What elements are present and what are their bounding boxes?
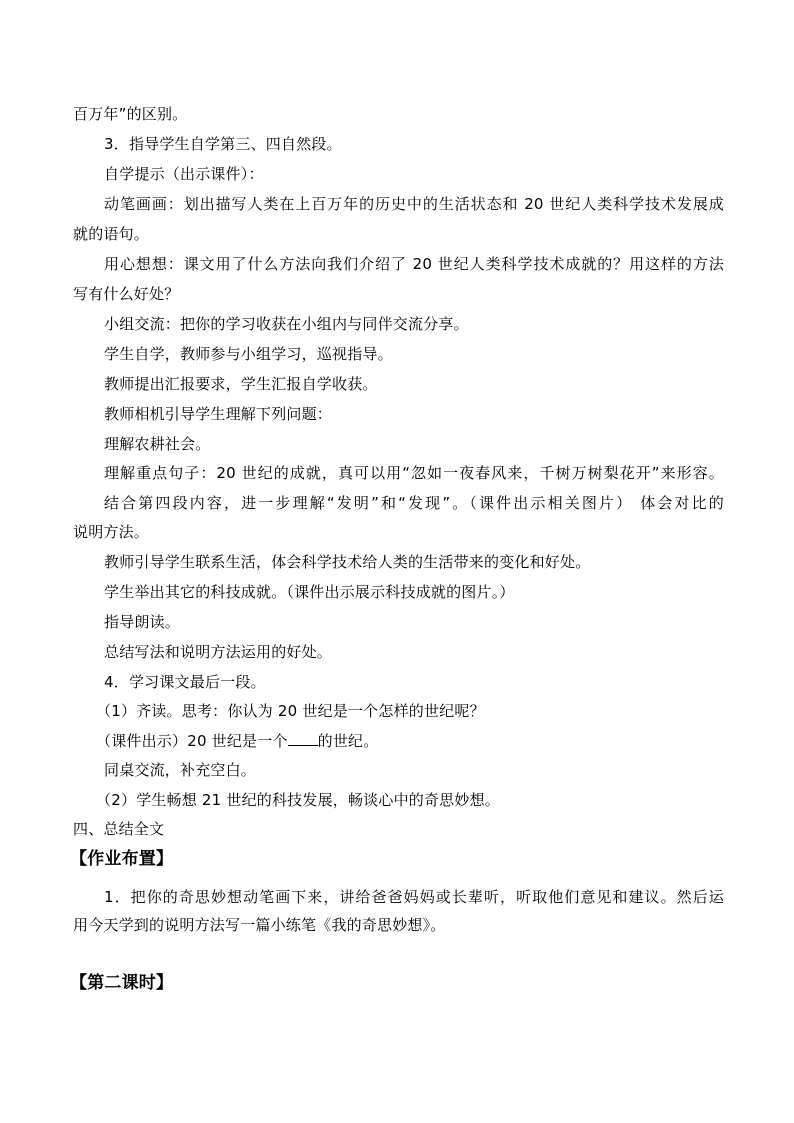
paragraph-line: 小组交流：把你的学习收获在小组内与同伴交流分享。 — [104, 315, 469, 333]
paragraph-line: （1）齐读。思考：你认为 20 世纪是一个怎样的世纪呢？ — [96, 702, 485, 720]
paragraph-line: 学生自学，教师参与小组学习，巡视指导。 — [104, 345, 393, 363]
paragraph-line: 指导朗读。 — [104, 613, 181, 631]
step-3-heading: 3．指导学生自学第三、四自然段。 — [104, 135, 342, 153]
section-heading: 四、总结全文 — [73, 820, 165, 838]
paragraph-line: 同桌交流，补充空白。 — [104, 761, 257, 779]
paragraph-line: 自学提示（出示课件）： — [104, 165, 264, 183]
paragraph-line: 教师相机引导学生理解下列问题： — [104, 405, 333, 423]
paragraph-line: 总结写法和说明方法运用的好处。 — [104, 643, 333, 661]
second-lesson-heading: 【第二课时】 — [70, 973, 174, 993]
paragraph-line: （2）学生畅想 21 世纪的科技发展，畅谈心中的奇思妙想。 — [96, 791, 500, 809]
homework-heading: 【作业布置】 — [70, 849, 174, 869]
homework-paragraph: 用今天学到的说明方法写一篇小练笔《我的奇思妙想》。 — [73, 916, 446, 934]
paragraph-line: 教师引导学生联系生活，体会科学技术给人类的生活带来的变化和好处。 — [104, 553, 591, 571]
paragraph-line: 教师提出汇报要求，学生汇报自学收获。 — [104, 375, 378, 393]
step-4-heading: 4．学习课文最后一段。 — [104, 673, 266, 691]
paragraph-line: 学生举出其它的科技成就。（课件出示展示科技成就的图片。） — [104, 583, 515, 601]
paragraph-line: 就的语句。 — [73, 225, 150, 243]
fill-in-line — [96, 730, 724, 752]
paragraph-line: 理解重点句子：20 世纪的成就，真可以用“忽如一夜春风来，千树万树梨花开”来形容。 — [104, 464, 724, 482]
paragraph-line: 写有什么好处？ — [73, 285, 180, 303]
fill-in-suffix: 的世纪。 — [317, 732, 379, 750]
homework-paragraph: 1．把你的奇思妙想动笔画下来，讲给爸爸妈妈或长辈听，听取他们意见和建议。然后运 — [104, 888, 724, 906]
paragraph-line: 说明方法。 — [73, 523, 150, 541]
paragraph-line: 百万年”的区别。 — [73, 105, 188, 123]
paragraph-line: 理解农耕社会。 — [104, 435, 211, 453]
fill-in-blank — [288, 731, 318, 746]
paragraph-line: 用心想想：课文用了什么方法向我们介绍了 20 世纪人类科学技术成就的？用这样的方法 — [104, 255, 724, 273]
paragraph-line: 结合第四段内容，进一步理解“发明”和“发现”。（课件出示相关图片） 体会对比的 — [104, 494, 724, 512]
fill-in-prefix: （课件出示）20 世纪是一个 — [96, 732, 288, 750]
paragraph-line: 动笔画画：划出描写人类在上百万年的历史中的生活状态和 20 世纪人类科学技术发展成 — [104, 195, 724, 213]
